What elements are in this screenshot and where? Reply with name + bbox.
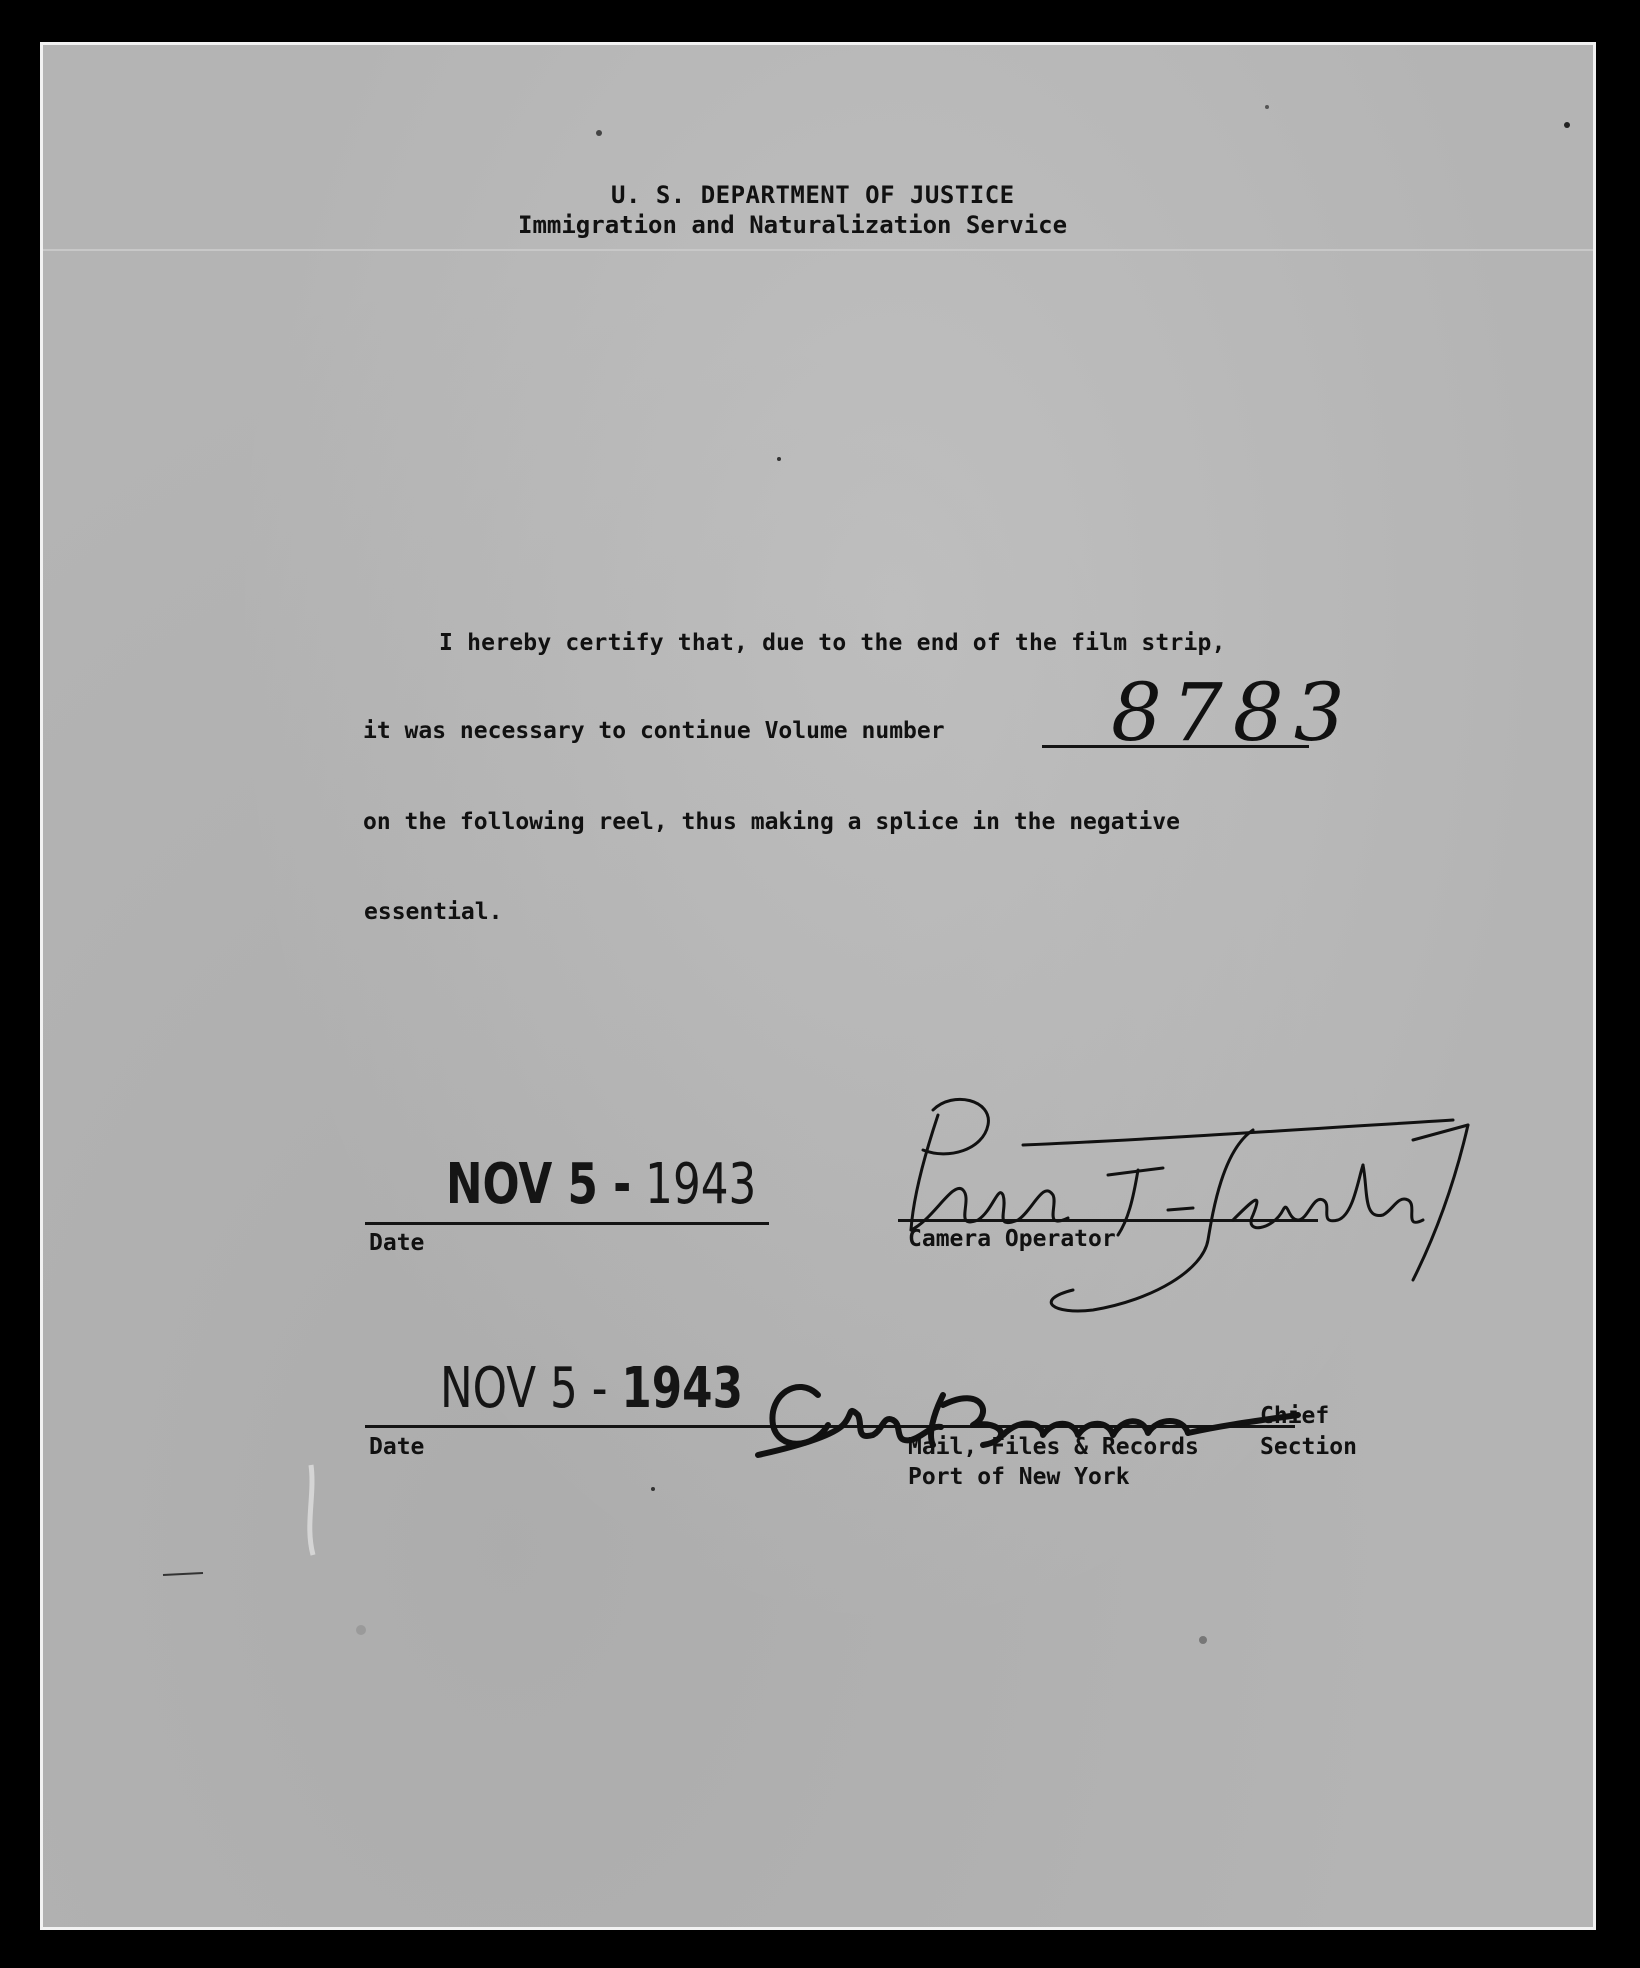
- certification-line-1: I hereby certify that, due to the end of the film strip,: [439, 630, 1226, 656]
- camera-date-stamp: [446, 1152, 757, 1217]
- camera-date-stamp-year: 1943: [645, 1152, 757, 1217]
- chief-date-stamp-year: 1943: [621, 1356, 743, 1421]
- chief-title: Chief: [1260, 1403, 1330, 1429]
- camera-operator-signature: [893, 1070, 1473, 1320]
- chief-date-stamp-month-day: NOV 5 -: [440, 1356, 608, 1421]
- service-heading: Immigration and Naturalization Service: [518, 211, 1068, 239]
- volume-number: 8783: [1111, 666, 1355, 759]
- port-title: Port of New York: [908, 1464, 1130, 1490]
- camera-date-line: [365, 1222, 769, 1225]
- certification-line-4: essential.: [364, 899, 503, 925]
- camera-date-label: Date: [369, 1230, 425, 1256]
- chief-date-stamp: [440, 1356, 743, 1421]
- division-title: Mail, Files & Records: [908, 1434, 1199, 1460]
- certification-line-2: it was necessary to continue Volume number: [363, 718, 945, 744]
- department-heading: U. S. DEPARTMENT OF JUSTICE: [611, 181, 1015, 209]
- chief-date-label: Date: [369, 1434, 425, 1460]
- certificate-page: [40, 42, 1596, 1930]
- camera-date-stamp-month-day: NOV 5 -: [446, 1152, 632, 1217]
- header-rule: [43, 249, 1593, 251]
- certification-line-3: on the following reel, thus making a splice in the negative: [363, 809, 1180, 835]
- paper-specks: [43, 45, 1599, 1933]
- camera-operator-label: Camera Operator: [908, 1226, 1116, 1252]
- section-title: Section: [1260, 1434, 1357, 1460]
